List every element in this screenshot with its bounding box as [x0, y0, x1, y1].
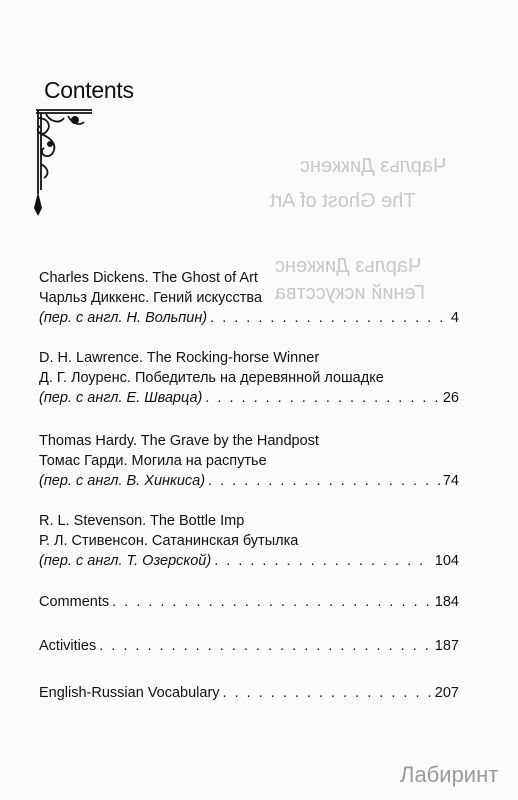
section-page-number: 207	[434, 685, 459, 701]
entry-russian-title: Томас Гарди. Могила на распутье	[39, 453, 267, 469]
leader-dots	[99, 636, 432, 656]
entry-russian-title: Чарльз Диккенс. Гений искусства	[39, 290, 263, 306]
leader-dots	[112, 592, 432, 612]
entry-translator-line	[39, 471, 459, 491]
show-through-decoration: The Ghost of Art	[270, 190, 416, 212]
entry-page-number: 74	[442, 473, 459, 489]
entry-translator: (пер. с англ. Н. Вольпин)	[39, 310, 208, 326]
corner-ornament	[28, 104, 93, 219]
toc-section-comments[interactable]	[39, 592, 459, 612]
toc-section-activities[interactable]	[39, 636, 459, 656]
toc-entry[interactable]	[39, 348, 459, 408]
entry-english-title: Thomas Hardy. The Grave by the Handpost	[39, 433, 319, 449]
entry-english-title: D. H. Lawrence. The Rocking-horse Winner	[39, 350, 320, 366]
entry-translator-line	[39, 388, 459, 408]
toc-entry[interactable]	[39, 268, 459, 328]
show-through-decoration: Чарльз Диккенс	[300, 155, 447, 177]
watermark-logo: Лабиринт	[400, 762, 499, 787]
toc-entry[interactable]	[39, 511, 459, 571]
entry-page-number: 4	[450, 310, 459, 326]
entry-english-title: Charles Dickens. The Ghost of Art	[39, 270, 258, 286]
leader-dots	[210, 308, 448, 328]
section-label: Activities	[39, 638, 97, 654]
entry-page-number: 104	[434, 553, 459, 569]
toc-section-vocabulary[interactable]	[39, 683, 459, 703]
leader-dots	[208, 471, 440, 491]
section-label: Comments	[39, 594, 110, 610]
section-page-number: 184	[434, 594, 459, 610]
toc-entry[interactable]	[39, 431, 459, 491]
section-page-number: 187	[434, 638, 459, 654]
section-line	[39, 636, 459, 656]
section-label: English-Russian Vocabulary	[39, 685, 220, 701]
entry-russian-title: Д. Г. Лоуренс. Победитель на деревянной лошадке	[39, 370, 384, 386]
section-line	[39, 683, 459, 703]
entry-translator: (пер. с англ. Е. Шварца)	[39, 390, 203, 406]
page-title: Contents	[44, 77, 134, 103]
entry-translator-line	[39, 308, 459, 328]
leader-dots	[205, 388, 440, 408]
show-through-decoration: Гений искусства	[275, 282, 426, 304]
entry-page-number: 26	[442, 390, 459, 406]
leader-dots	[223, 683, 432, 703]
entry-translator-line	[39, 551, 459, 571]
show-through-decoration: Чарльз Диккенс	[275, 255, 422, 277]
entry-russian-title: Р. Л. Стивенсон. Сатанинская бутылка	[39, 533, 299, 549]
entry-translator: (пер. с англ. В. Хинкиса)	[39, 473, 206, 489]
entry-translator: (пер. с англ. Т. Озерской)	[39, 553, 212, 569]
leader-dots	[214, 551, 432, 571]
entry-english-title: R. L. Stevenson. The Bottle Imp	[39, 513, 245, 529]
section-line	[39, 592, 459, 612]
